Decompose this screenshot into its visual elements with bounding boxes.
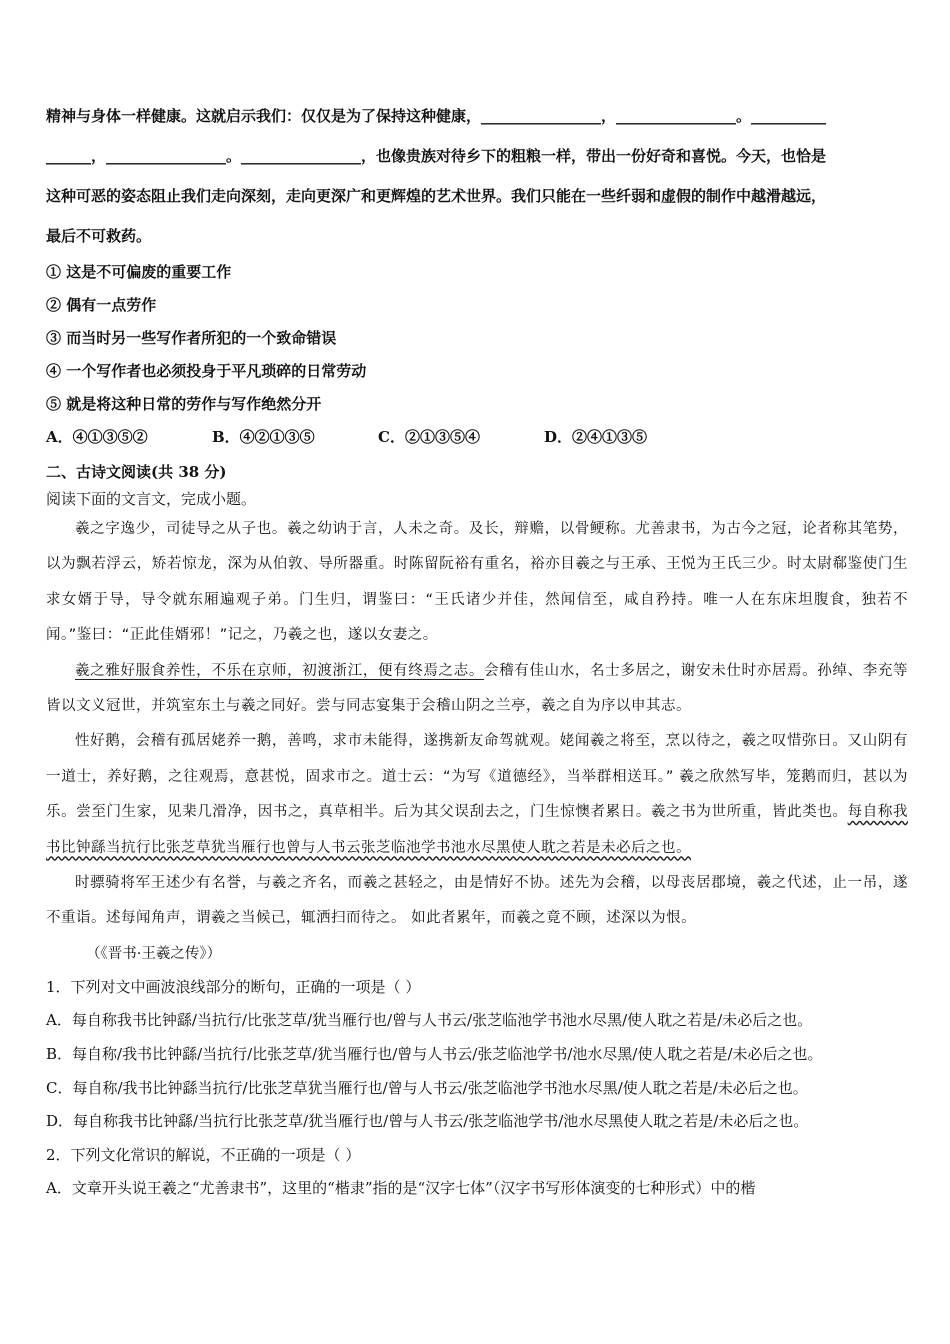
underlined-sentence: 羲之雅好服食养性，不乐在京师，初渡浙江，便有终焉之志。 (75, 662, 484, 679)
wavy-underlined-sentence: 每自称我书比钟繇当抗行比张芝草犹当雁行也曾与人书云张芝临池学书池水尽黑使人耽之若是未必后之也。 (46, 804, 908, 856)
top-paragraph-line-3: 这种可恶的姿态阻止我们走向深刻，走向更深广和更辉煌的艺术世界。我们只能在一些纤弱和虚假的制作中越滑越远， (46, 187, 827, 205)
choice-d[interactable]: D．②④①③⑤ (544, 428, 648, 446)
document-page (46, 96, 908, 1206)
passage-paragraph-3 (46, 724, 908, 866)
passage-paragraph-2-rest: 会稽有佳山水，名士多居之，谢安未仕时亦居焉。孙绰、李充等皆以文义冠世，并筑室东土与羲之同好。尝与同志宴集于会稽山阴之兰亭，羲之自为序以申其志。 (46, 662, 908, 715)
passage-paragraph-3-text: 性好鹅，会稽有孤居姥养一鹅，善鸣，求市未能得，遂携新友命驾就观。姥闻羲之将至，烹以待之，羲之叹惜弥日。又山阴有一道士，养好鹅，之往观焉，意甚悦，固求市之。道士云：“为写《道德经》，当举群相送耳。” 羲之欣然写毕，笼鹅而归，甚以为乐。尝至门生家，见棐几滑净，因书之，真草相半。后为其父误刮去之，门生惊懊者累日。羲之书为世所重，皆此类也。 (46, 733, 908, 821)
passage-paragraph-2 (46, 654, 908, 725)
option-2: ② 偶有一点劳作 (46, 296, 157, 314)
top-paragraph (46, 96, 908, 256)
top-paragraph-line-4: 最后不可救药。 (46, 227, 152, 245)
option-5: ⑤ 就是将这种日常的劳作与写作绝然分开 (46, 395, 322, 413)
answer-choices (46, 421, 908, 454)
question-1-option-a[interactable]: A．每自称我书比钟繇/当抗行/比张芝草/犹当雁行也/曾与人书云/张芝临池学书池水尽黑/使人耽之若是/未必后之也。 (46, 1011, 813, 1030)
choice-b[interactable]: B．④②①③⑤ (212, 428, 315, 446)
top-paragraph-line-2: ______，________________。________________，也像贵族对待乡下的粗粮一样，带出一份好奇和喜悦。今天，也恰是 (46, 147, 827, 165)
top-paragraph-line-1: 精神与身体一样健康。这就启示我们：仅仅是为了保持这种健康，________________，________________。__________ (46, 107, 827, 125)
choice-c[interactable]: C．②①③⑤④ (378, 428, 480, 446)
reading-intro: 阅读下面的文言文，完成小题。 (46, 490, 257, 508)
question-2-option-a[interactable]: A．文章开头说王羲之“尤善隶书”，这里的“楷隶”指的是“汉字七体”（汉字书写形体演变的七种形式）中的楷 (46, 1179, 756, 1198)
passage-source: （《晋书·王羲之传》） (86, 945, 222, 962)
question-1-option-c[interactable]: C．每自称/我书比钟繇当抗行/比张芝草犹当雁行也/曾与人书云/张芝临池学书池水尽黑/使人耽之若是/未必后之也。 (46, 1078, 808, 1097)
passage-paragraph-4: 时骠骑将军王述少有名誉，与羲之齐名，而羲之甚轻之，由是情好不协。述先为会稽，以母丧居郡境，羲之代述，止一吊，遂不重诣。述每闻角声，谓羲之当候己，辄洒扫而待之。 如此者累年，而羲之竟不顾，述深以为恨。 (46, 875, 908, 927)
option-4: ④ 一个写作者也必须投身于平凡琐碎的日常劳动 (46, 362, 367, 380)
option-1: ① 这是不可偏废的重要工作 (46, 263, 232, 281)
question-1-stem: 1．下列对文中画波浪线部分的断句，正确的一项是（ ） (46, 977, 421, 996)
question-2-stem: 2．下列文化常识的解说，不正确的一项是（ ） (46, 1145, 361, 1164)
option-3: ③ 而当时另一些写作者所犯的一个致命错误 (46, 329, 337, 347)
passage-paragraph-1: 羲之字逸少，司徒导之从子也。羲之幼讷于言，人未之奇。及长，辩赡，以骨鲠称。尤善隶书，为古今之冠，论者称其笔势，以为飘若浮云，矫若惊龙，深为从伯敦、导所器重。时陈留阮裕有重名，裕亦目羲之与王承、王悦为王氏三少。时太尉郗鉴使门生求女婿于导，导令就东厢遍观子弟。门生归，谓鉴曰：“王氏诸少并佳，然闻信至，咸自矜持。唯一人在东床坦腹食，独若不闻。”鉴曰：“正此佳婿邪！”记之，乃羲之也，遂以女妻之。 (46, 521, 908, 644)
question-1-option-b[interactable]: B．每自称/我书比钟繇/当抗行/比张芝草/犹当雁行也/曾与人书云/张芝临池学书/池水尽黑/使人耽之若是/未必后之也。 (46, 1045, 823, 1064)
choice-a[interactable]: A．④①③⑤② (46, 428, 148, 446)
question-1-option-d[interactable]: D．每自称我书比钟繇/当抗行比张芝草/犹当雁行也/曾与人书云/张芝临池学书/池水尽黑使人耽之若是/未必后之也。 (46, 1112, 809, 1131)
section-title: 二、古诗文阅读(共 38 分) (46, 463, 227, 481)
